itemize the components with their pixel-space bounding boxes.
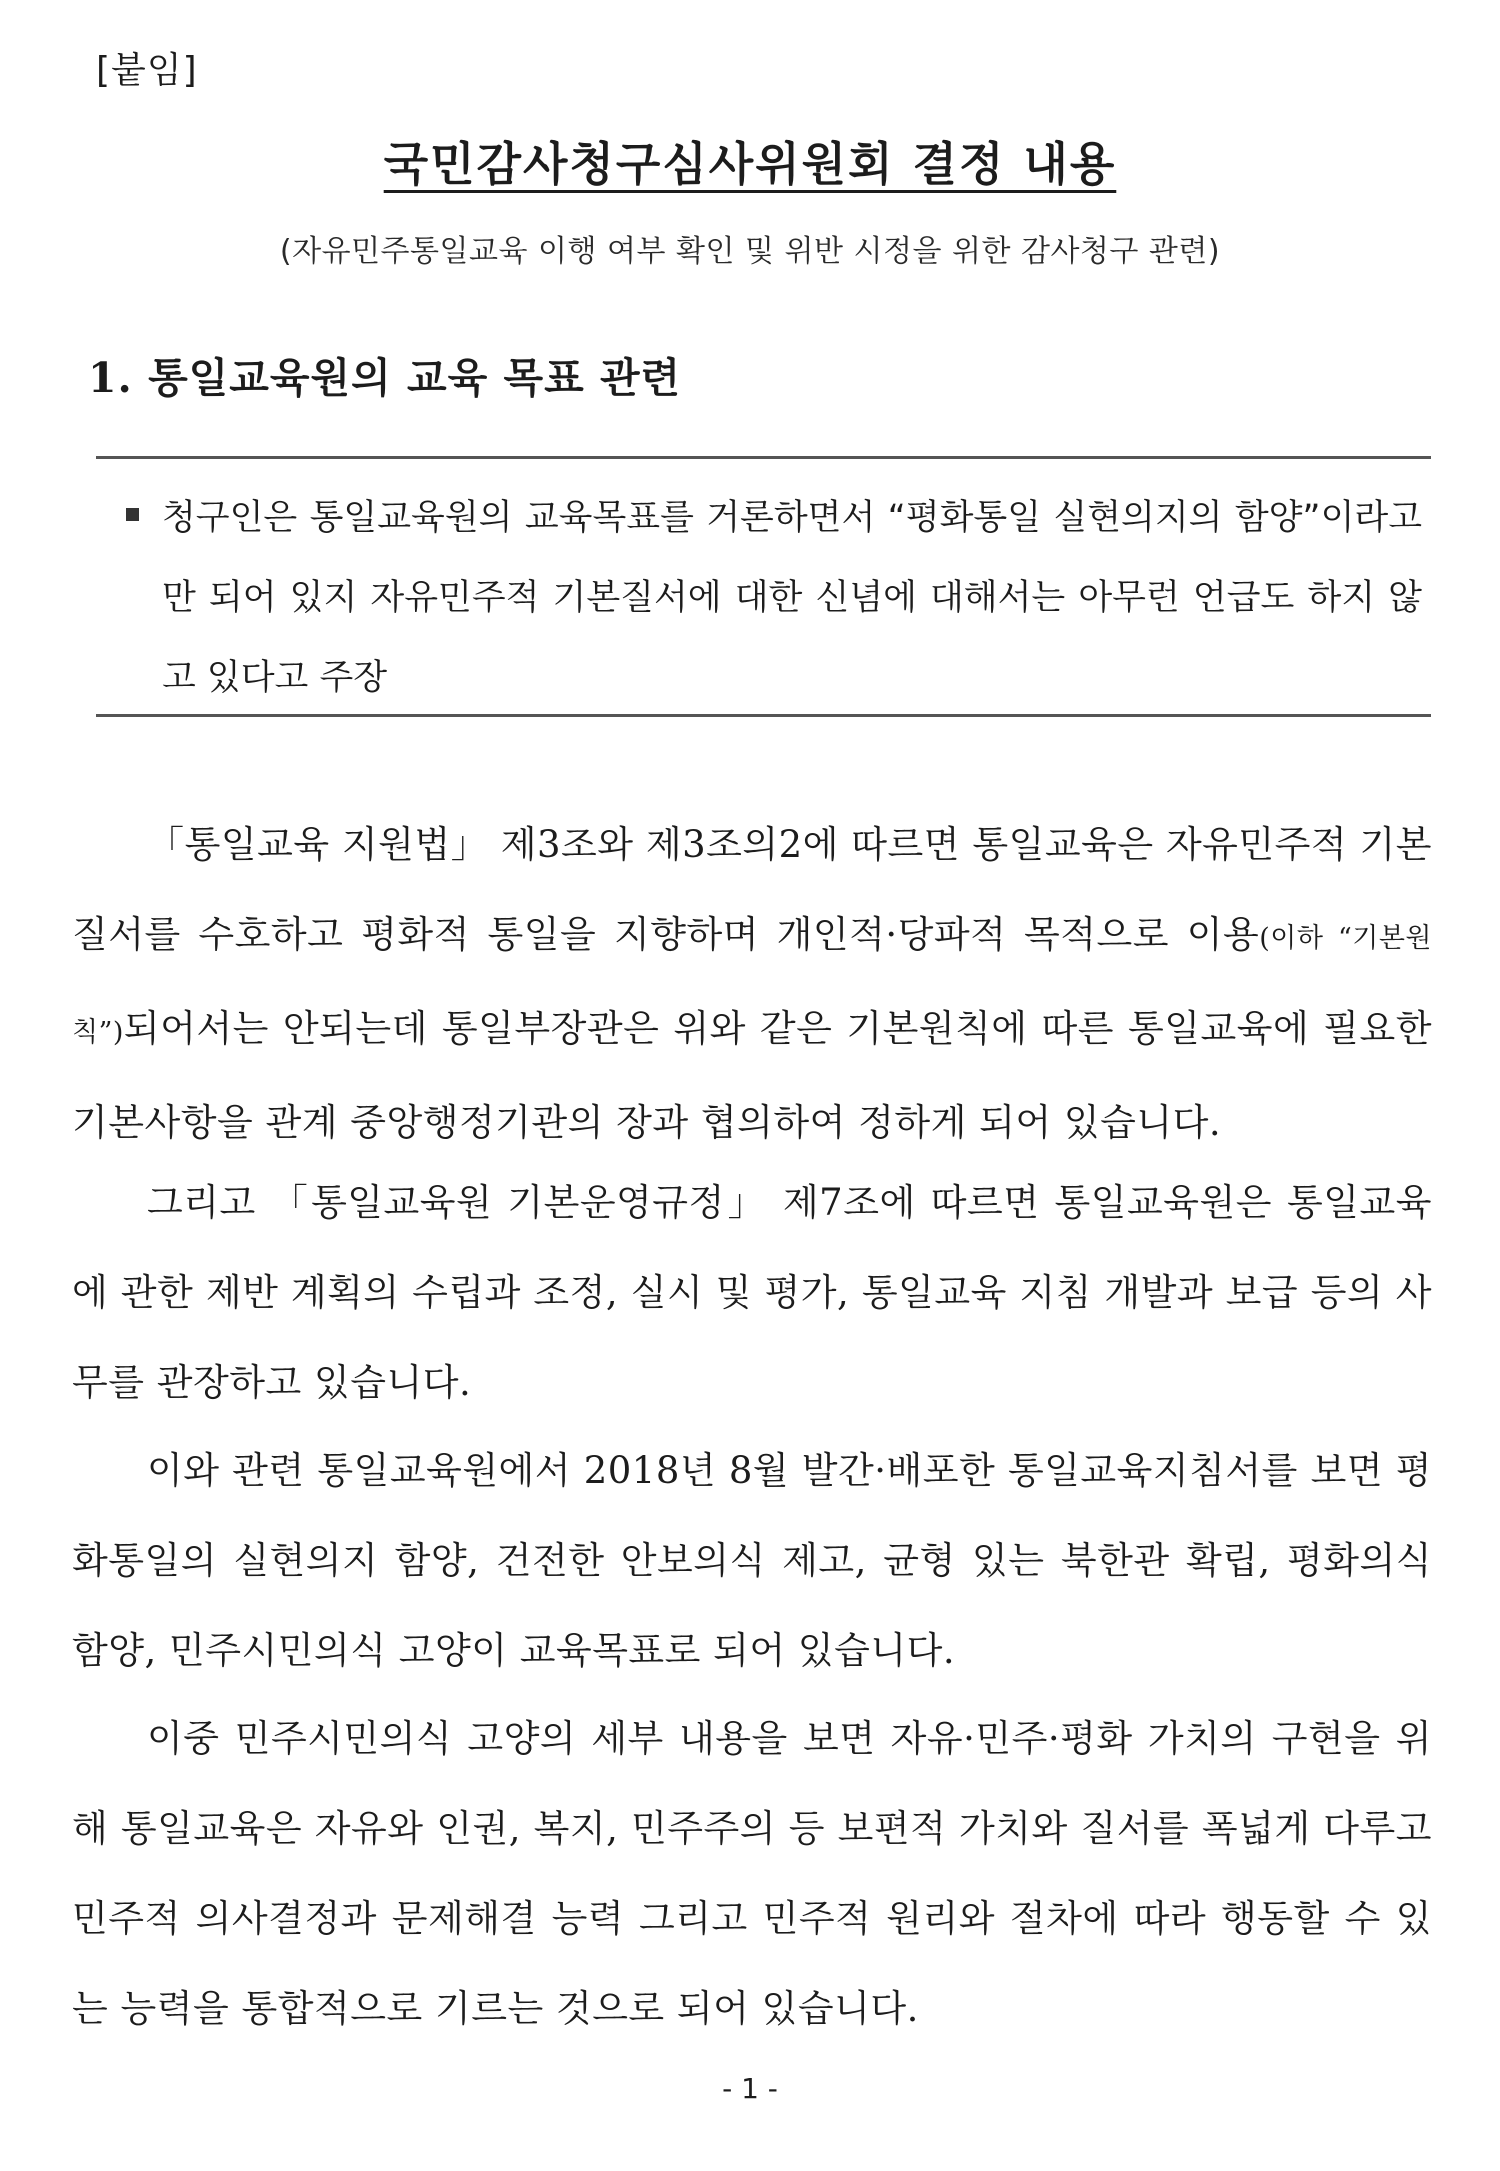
attachment-label: [붙임] <box>96 50 198 91</box>
claim-box-top-rule <box>96 456 1431 459</box>
paragraph-3: 이와 관련 통일교육원에서 2018년 8월 발간·배포한 통일교육지침서를 보면 평화통일의 실현의지 함양, 건전한 안보의식 제고, 균형 있는 북한관 확립, 평화의식 함양, 민주시민의식 고양이 교육목표로 되어 있습니다. <box>72 1449 1432 1672</box>
paragraph-2: 그리고 「통일교육원 기본운영규정」 제7조에 따르면 통일교육원은 통일교육에 관한 제반 계획의 수립과 조정, 실시 및 평가, 통일교육 지침 개발과 보급 등의 사무를 관장하고 있습니다. <box>72 1181 1432 1404</box>
claim-box-bottom-rule <box>96 714 1431 717</box>
paragraph-1-text-b: 되어서는 안되는데 통일부장관은 위와 같은 기본원칙에 따른 통일교육에 필요한 기본사항을 관계 중앙행정기관의 장과 협의하여 정하게 되어 있습니다. <box>72 1007 1432 1144</box>
document-title-text: 국민감사청구심사위원회 결정 내용 <box>383 137 1117 191</box>
paragraph-4: 이중 민주시민의식 고양의 세부 내용을 보면 자유·민주·평화 가치의 구현을 위해 통일교육은 자유와 인권, 복지, 민주주의 등 보편적 가치와 질서를 폭넓게 다루고 민주적 의사결정과 문제해결 능력 그리고 민주적 원리와 절차에 따라 행동할 수 있는 능력을 통합적으로 기르는 것으로 되어 있습니다. <box>72 1717 1432 2030</box>
document-title <box>0 128 1500 194</box>
paragraph-1 <box>72 800 1432 1168</box>
paragraph-1-note: (이하 “기본원칙”) <box>72 923 1432 1048</box>
claim-text: 청구인은 통일교육원의 교육목표를 거론하면서 “평화통일 실현의지의 함양”이라고만 되어 있지 자유민주적 기본질서에 대한 신념에 대해서는 아무런 언급도 하지 않고 있다고 주장 <box>162 498 1422 698</box>
document-subtitle: (자유민주통일교육 이행 여부 확인 및 위반 시정을 위한 감사청구 관련) <box>279 234 1221 269</box>
paragraph-1-text-a: 「통일교육 지원법」 제3조와 제3조의2에 따르면 통일교육은 자유민주적 기본질서를 수호하고 평화적 통일을 지향하며 개인적·당파적 목적으로 이용 <box>72 823 1432 956</box>
square-bullet-icon <box>126 508 139 521</box>
section-heading: 1. 통일교육원의 교육 목표 관련 <box>88 354 682 402</box>
claim-box <box>112 478 1422 718</box>
page-number: - 1 - <box>722 2072 778 2105</box>
